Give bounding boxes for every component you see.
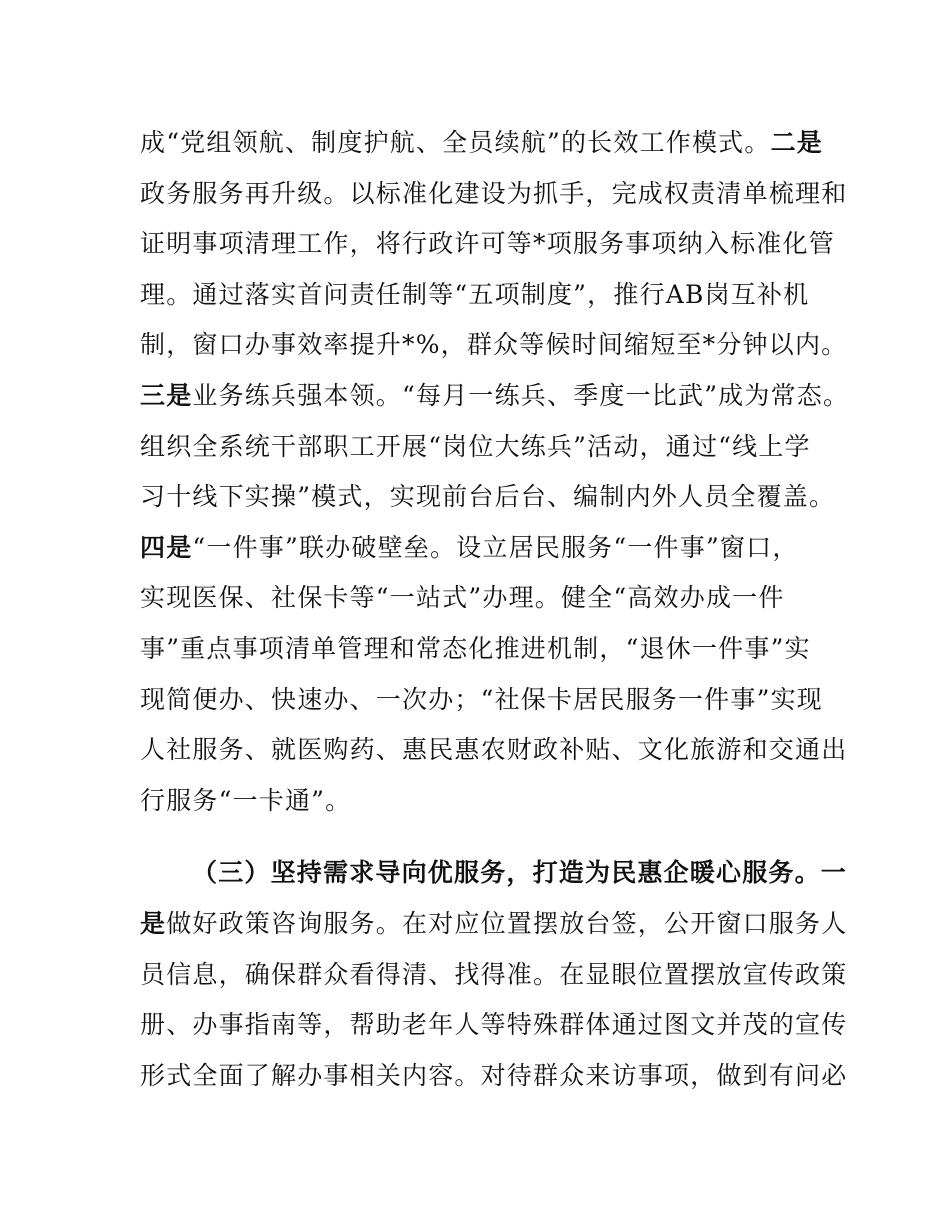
text-run: 证明事项清理工作，将行政许可等*项服务事项纳入标准化管: [140, 229, 835, 259]
text-line: [140, 1000, 848, 1051]
text-run: 员信息，确保群众看得清、找得准。在显眼位置摆放宣传政策: [140, 959, 848, 989]
text-run: 成“党组领航、制度护航、全员续航”的长效工作模式。: [140, 128, 771, 157]
text-run: 人社服务、就医购药、惠民惠农财政补贴、文化旅游和交通出: [140, 735, 848, 765]
document-body: [140, 118, 850, 1101]
text-run: 册、办事指南等，帮助老年人等特殊群体通过图文并茂的宣传: [140, 1010, 848, 1040]
text-run: “一件事”联办破壁垒。设立居民服务“一件事”窗口，: [192, 532, 799, 562]
section-heading: [140, 848, 848, 899]
heading-run: （三）坚持需求导向优服务，打造为民惠企暖心服务。一: [192, 858, 848, 888]
paragraph-gap: [140, 826, 820, 848]
text-line: [140, 950, 848, 1001]
text-run: 事”重点事项清单管理和常态化推进机制，“退休一件事”实: [140, 633, 811, 663]
text-run: 政务服务再升级。以标准化建设为抓手，完成权责清单梳理和: [140, 178, 848, 208]
bold-run: 二是: [770, 128, 823, 157]
text-run: 理。通过落实首问责任制等“五项制度”，推行AB岗互补机: [140, 279, 810, 309]
text-run: 组织全系统干部职工开展“岗位大练兵”活动，通过“线上学: [140, 431, 811, 461]
text-line: [140, 472, 836, 523]
text-line: [140, 675, 823, 726]
text-line: [140, 118, 823, 169]
text-line: [140, 219, 835, 270]
text-line: [140, 776, 820, 827]
text-line: [140, 270, 820, 321]
text-line: [140, 523, 820, 574]
text-run: 形式全面了解办事相关内容。对待群众来访事项，做到有问必: [140, 1060, 848, 1090]
text-line: [140, 422, 820, 473]
text-line: [140, 573, 820, 624]
text-run: 习十线下实操”模式，实现前台后台、编制内外人员全覆盖。: [140, 482, 836, 512]
text-line: [140, 1051, 848, 1102]
text-run: 现简便办、快速办、一次办；“社保卡居民服务一件事”实现: [140, 684, 823, 714]
text-run: 行服务“一卡通”。: [140, 785, 352, 815]
text-run: 制，窗口办事效率提升*%，群众等候时间缩短至*分钟以内。: [140, 330, 848, 360]
bold-run: 是: [140, 908, 167, 938]
text-line: [140, 725, 848, 776]
bold-run: 四是: [140, 532, 193, 562]
text-line: [140, 899, 848, 950]
text-line: [140, 371, 850, 422]
text-run: 实现医保、社保卡等“一站式”办理。健全“高效办成一件: [140, 583, 785, 613]
text-run: 做好政策咨询服务。在对应位置摆放台签，公开窗口服务人: [166, 908, 848, 938]
text-run: 业务练兵强本领。“每月一练兵、季度一比武”成为常态。: [192, 380, 850, 410]
text-line: [140, 169, 848, 220]
text-line: [140, 624, 820, 675]
bold-run: 三是: [140, 380, 193, 410]
text-line: [140, 320, 848, 371]
